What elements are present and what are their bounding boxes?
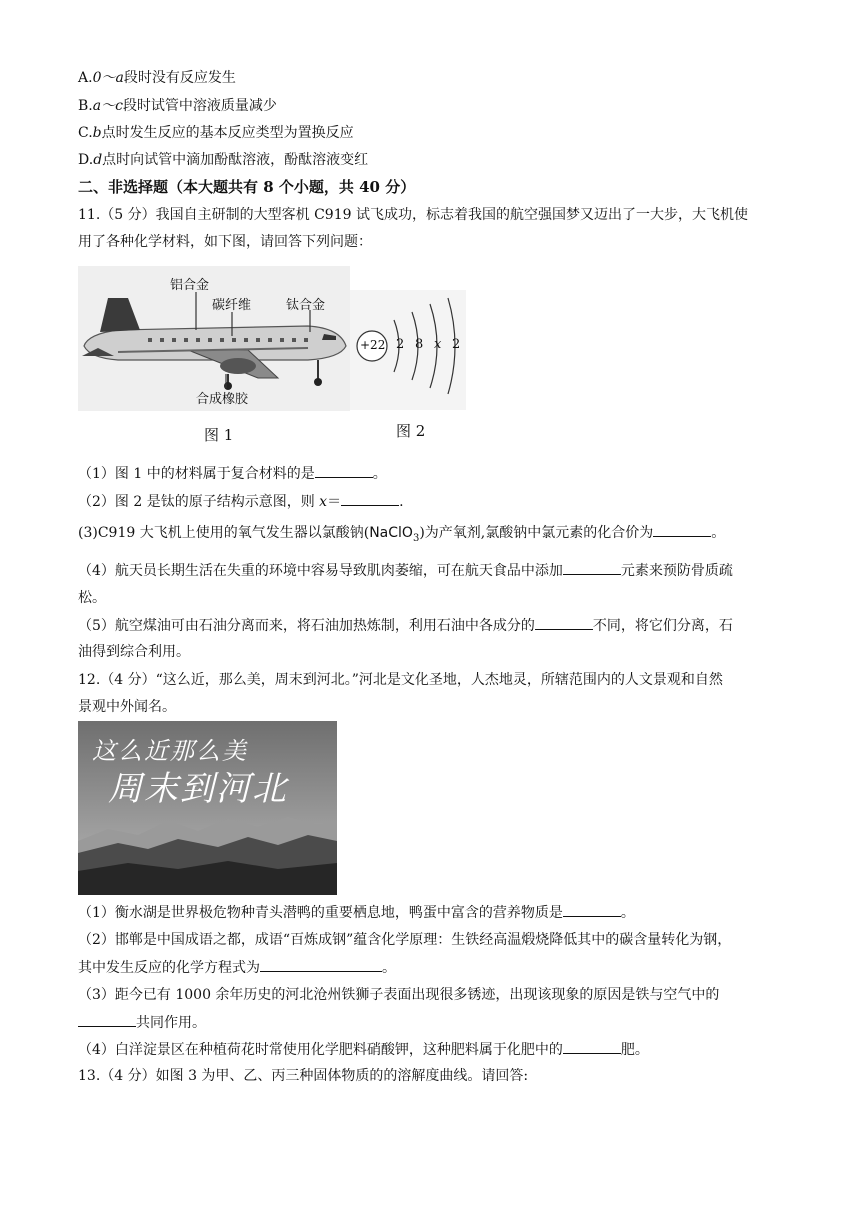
option-a-math: 0～a <box>92 70 124 86</box>
shell-4-electrons: 2 <box>452 337 461 352</box>
q12-sub3-tail: 共同作用。 <box>136 1015 206 1031</box>
shell-2-electrons: 8 <box>415 337 424 352</box>
label-titanium-alloy: 钛合金 <box>286 298 326 313</box>
option-b <box>78 96 788 116</box>
option-a-text: 段时没有反应发生 <box>123 70 236 86</box>
label-aluminum-alloy: 铝合金 <box>170 278 210 293</box>
option-a <box>78 68 788 88</box>
q13-stem: 13.（4 分）如图 3 为甲、乙、丙三种固体物质的的溶解度曲线。请回答: <box>78 1068 529 1084</box>
shell-1-electrons: 2 <box>396 337 405 352</box>
q11-sub2-eq: ＝ <box>327 494 342 510</box>
label-synthetic-rubber: 合成橡胶 <box>196 392 249 407</box>
answer-blank[interactable] <box>535 615 593 630</box>
q11-sub4-line2: 松。 <box>78 590 106 606</box>
section-heading: 二、非选择题（本大题共有 8 个小题，共 40 分） <box>78 178 416 196</box>
answer-blank[interactable] <box>653 522 711 537</box>
q12-sub2-end: 。 <box>382 960 396 976</box>
option-b-prefix: B. <box>78 98 93 114</box>
option-b-math: a～c <box>92 98 123 114</box>
q11-sub2-end: . <box>399 494 404 510</box>
q12-sub3-line1: （3）距今已有 1000 余年历史的河北沧州铁狮子表面出现很多锈迹，出现该现象的原因是铁与空气中的 <box>78 987 720 1003</box>
q11-sub4-text: （4）航天员长期生活在失重的环境中容易导致肌肉萎缩，可在航天食品中添加 <box>78 563 563 579</box>
q11-sub1 <box>78 463 788 484</box>
figure-2-atom-diagram <box>350 290 466 410</box>
q12-sub2-line2 <box>78 957 788 978</box>
q11-stem-line2: 用了各种化学材料，如下图，请回答下列问题： <box>78 234 372 250</box>
option-d-prefix: D. <box>78 152 94 168</box>
q11-sub2-var: x <box>319 494 328 510</box>
q11-sub5-text: （5）航空煤油可由石油分离而来，将石油加热炼制，利用石油中各成分的 <box>78 618 535 634</box>
q11-sub1-end: 。 <box>372 466 387 482</box>
q12-sub1-text: （1）衡水湖是世界极危物种青头潜鸭的重要栖息地，鸭蛋中富含的营养物质是 <box>78 905 563 921</box>
option-d-text: 点时向试管中滴加酚酞溶液，酚酞溶液变红 <box>102 152 369 168</box>
option-c <box>78 123 788 143</box>
q11-sub5-line1 <box>78 615 788 636</box>
answer-blank[interactable] <box>315 463 373 478</box>
option-a-prefix: A. <box>78 70 93 86</box>
q11-sub5-line2: 油得到综合利用。 <box>78 644 190 660</box>
q12-sub4-text: （4）白洋淀景区在种植荷花时常使用化学肥料硝酸钾，这种肥料属于化肥中的 <box>78 1042 563 1058</box>
answer-blank[interactable] <box>563 560 621 575</box>
q12-stem-line2: 景观中外闻名。 <box>78 699 176 715</box>
q11-sub2 <box>78 491 788 512</box>
q11-sub4-tail: 元素来预防骨质疏 <box>620 563 733 579</box>
option-c-text: 点时发生反应的基本反应类型为置换反应 <box>101 125 354 141</box>
q12-sub3-line2 <box>78 1012 788 1033</box>
q11-sub4-line1 <box>78 560 788 581</box>
q12-sub1 <box>78 902 788 923</box>
q12-stem-line1: 12.（4 分）“这么近，那么美，周末到河北。”河北是文化圣地，人杰地灵，所辖范围内的人文景观和自然 <box>78 672 723 688</box>
q11-sub1-text: （1）图 1 中的材料属于复合材料的是 <box>78 466 315 482</box>
answer-blank[interactable] <box>563 902 621 917</box>
answer-blank[interactable] <box>341 491 399 506</box>
q12-sub2-line1: （2）邯郸是中国成语之都，成语“百炼成钢”蕴含化学原理：生铁经高温煅烧降低其中的碳含量转化为钢， <box>78 932 732 948</box>
image-slogan-line2: 周末到河北 <box>108 769 288 809</box>
answer-blank[interactable] <box>78 1012 136 1027</box>
q11-sub3-end: 。 <box>711 525 726 541</box>
option-b-text: 段时试管中溶液质量减少 <box>122 98 277 114</box>
q12-sub4 <box>78 1039 788 1060</box>
shell-3-electrons: x <box>434 337 442 352</box>
option-d-var: d <box>93 152 103 168</box>
figure-1-caption: 图 1 <box>204 426 234 444</box>
hebei-tourism-image <box>78 721 337 895</box>
q11-sub3-formula: NaClO <box>369 525 413 541</box>
q11-sub3-text: (3)C919 大飞机上使用的氧气发生器以氯酸钠( <box>78 525 370 541</box>
label-carbon-fiber: 碳纤维 <box>212 298 252 313</box>
figure-2-caption: 图 2 <box>396 422 426 440</box>
answer-blank[interactable] <box>260 957 382 972</box>
option-d <box>78 150 788 170</box>
option-c-var: b <box>92 125 102 141</box>
figure-1-airplane <box>78 266 350 411</box>
q11-sub5-tail: 不同，将它们分离，石 <box>592 618 733 634</box>
q11-sub3 <box>78 522 788 549</box>
q11-sub3-middle: )为产氧剂,氯酸钠中氯元素的化合价为 <box>419 525 654 541</box>
answer-blank[interactable] <box>563 1039 621 1054</box>
q12-sub2-text: 其中发生反应的化学方程式为 <box>78 960 260 976</box>
image-slogan-line1: 这么近那么美 <box>92 737 248 765</box>
q11-sub2-text: （2）图 2 是钛的原子结构示意图，则 <box>78 494 320 510</box>
option-c-prefix: C. <box>78 125 93 141</box>
q11-stem-line1: 11.（5 分）我国自主研制的大型客机 C919 试飞成功，标志着我国的航空强国梦又迈出了一大步，大飞机使 <box>78 207 748 223</box>
nucleus-charge: +22 <box>360 338 386 352</box>
q12-sub4-end: 肥。 <box>620 1042 649 1058</box>
q12-sub1-end: 。 <box>620 905 635 921</box>
q11-sub3-subscript: 3 <box>412 532 420 544</box>
